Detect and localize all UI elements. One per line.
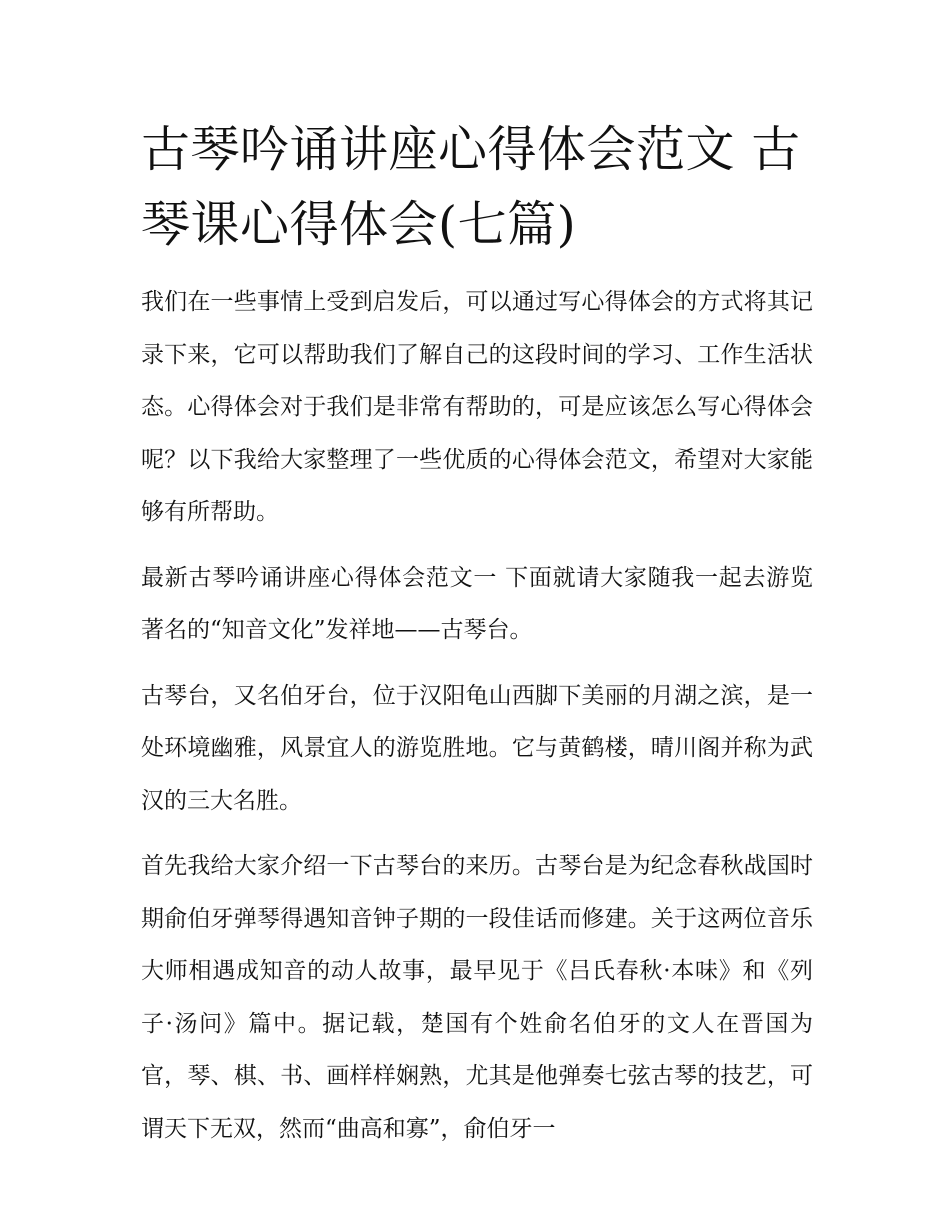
guqin-tai-location-paragraph: 古琴台，又名伯牙台，位于汉阳龟山西脚下美丽的月湖之滨，是一处环境幽雅，风景宜人的游览胜地。它与黄鹤楼，晴川阁并称为武汉的三大名胜。	[141, 682, 813, 814]
document-title: 古琴吟诵讲座心得体会范文 古琴课心得体会(七篇)	[141, 121, 801, 253]
essay-one-opening-paragraph: 最新古琴吟诵讲座心得体会范文一 下面就请大家随我一起去游览著名的“知音文化”发祥地——古琴台。	[141, 564, 813, 643]
guqin-tai-history-paragraph: 首先我给大家介绍一下古琴台的来历。古琴台是为纪念春秋战国时期俞伯牙弹琴得遇知音钟子期的一段佳话而修建。关于这两位音乐大师相遇成知音的动人故事，最早见于《吕氏春秋·本味》和《列子·汤问》篇中。据记载，楚国有个姓俞名伯牙的文人在晋国为官，琴、棋、书、画样样娴熟，尤其是他弹奏七弦古琴的技艺，可谓天下无双，然而“曲高和寡”，俞伯牙一	[141, 853, 813, 1142]
document-page	[141, 112, 813, 1155]
intro-paragraph: 我们在一些事情上受到启发后，可以通过写心得体会的方式将其记录下来，它可以帮助我们了解自己的这段时间的学习、工作生活状态。心得体会对于我们是非常有帮助的，可是应该怎么写心得体会呢？以下我给大家整理了一些优质的心得体会范文，希望对大家能够有所帮助。	[141, 289, 813, 525]
